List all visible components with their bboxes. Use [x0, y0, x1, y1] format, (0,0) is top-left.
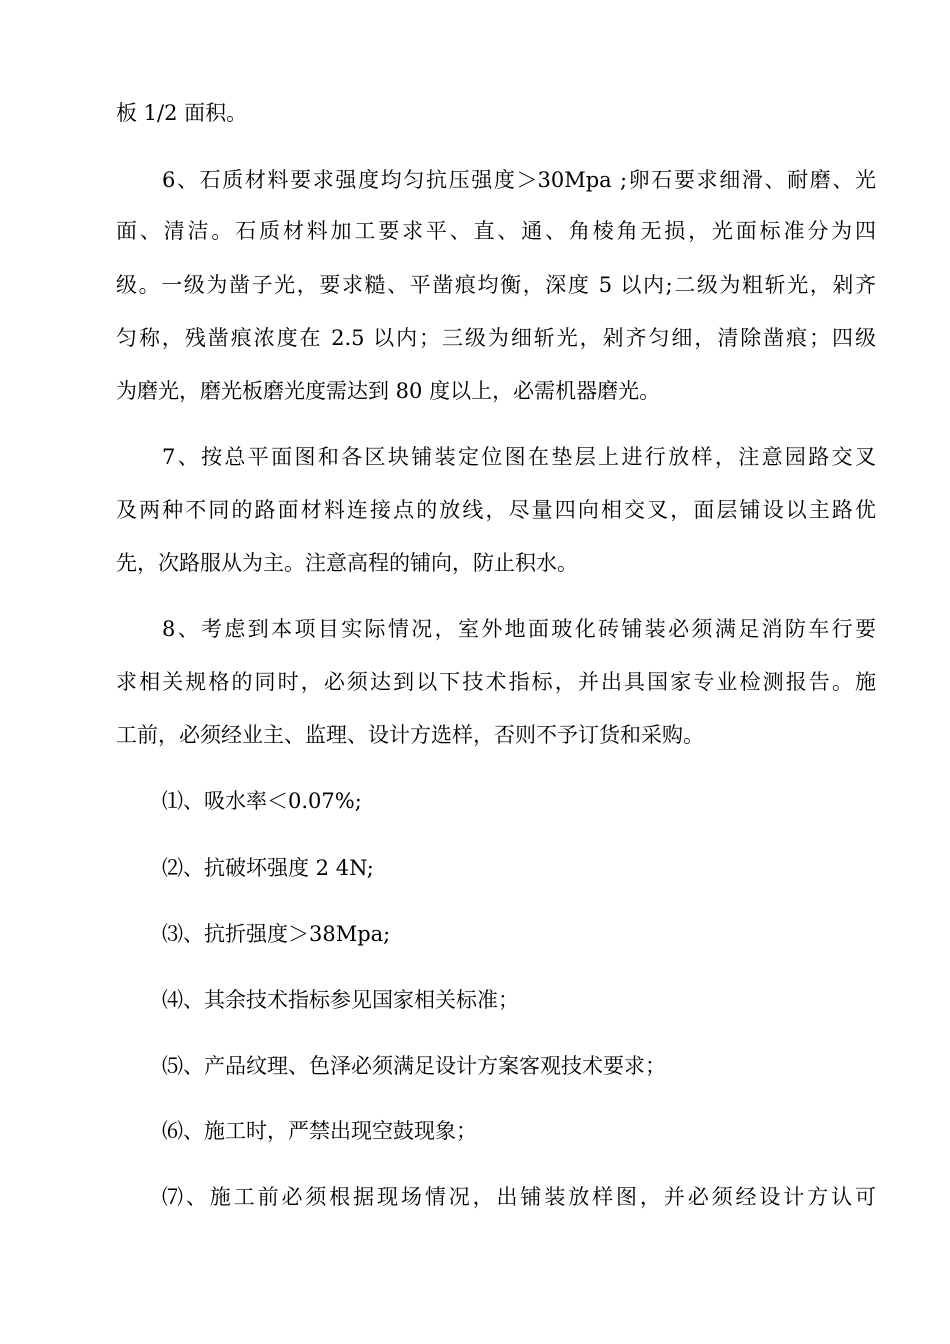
- list-item-3: ⑶、抗折强度＞38Mpa;: [162, 922, 391, 946]
- paragraph-7-line-2: 及两种不同的路面材料连接点的放线，尽量四向相交叉，面层铺设以主路优: [116, 498, 876, 522]
- paragraph-5-tail: 板 1/2 面积。: [116, 101, 248, 125]
- paragraph-6-line-1: 6、石质材料要求强度均匀抗压强度＞30Mpa ;卵石要求细滑、耐磨、光: [162, 168, 876, 192]
- paragraph-8-line-2: 求相关规格的同时，必须达到以下技术指标，并出具国家专业检测报告。施: [116, 670, 876, 694]
- paragraph-6-line-5: 为磨光，磨光板磨光度需达到 80 度以上，必需机器磨光。: [116, 379, 661, 403]
- paragraph-8-line-3: 工前，必须经业主、监理、设计方选样，否则不予订货和采购。: [116, 723, 704, 747]
- list-item-1: ⑴、吸水率＜0.07%;: [162, 789, 362, 813]
- paragraph-6-line-2: 面、清洁。石质材料加工要求平、直、通、角棱角无损，光面标准分为四: [116, 219, 876, 243]
- list-item-6: ⑹、施工时，严禁出现空鼓现象；: [162, 1119, 477, 1143]
- paragraph-6-line-3: 级。一级为凿子光，要求糙、平凿痕均衡，深度 5 以内;二级为粗斩光，剁齐: [116, 273, 876, 297]
- list-item-5: ⑸、产品纹理、色泽必须满足设计方案客观技术要求；: [162, 1054, 666, 1078]
- paragraph-7-line-3: 先，次路服从为主。注意高程的铺向，防止积水。: [116, 551, 578, 575]
- list-item-7: ⑺、施工前必须根据现场情况，出铺装放样图，并必须经设计方认可: [162, 1185, 876, 1209]
- paragraph-7-line-1: 7、按总平面图和各区块铺装定位图在垫层上进行放样，注意园路交叉: [162, 445, 876, 469]
- list-item-2: ⑵、抗破坏强度 2 4N;: [162, 856, 374, 880]
- list-item-4: ⑷、其余技术指标参见国家相关标准；: [162, 988, 519, 1012]
- paragraph-8-line-1: 8、考虑到本项目实际情况，室外地面玻化砖铺装必须满足消防车行要: [162, 617, 876, 641]
- paragraph-6-line-4: 匀称，残凿痕浓度在 2.5 以内；三级为细斩光，剁齐匀细，清除凿痕；四级: [116, 326, 876, 350]
